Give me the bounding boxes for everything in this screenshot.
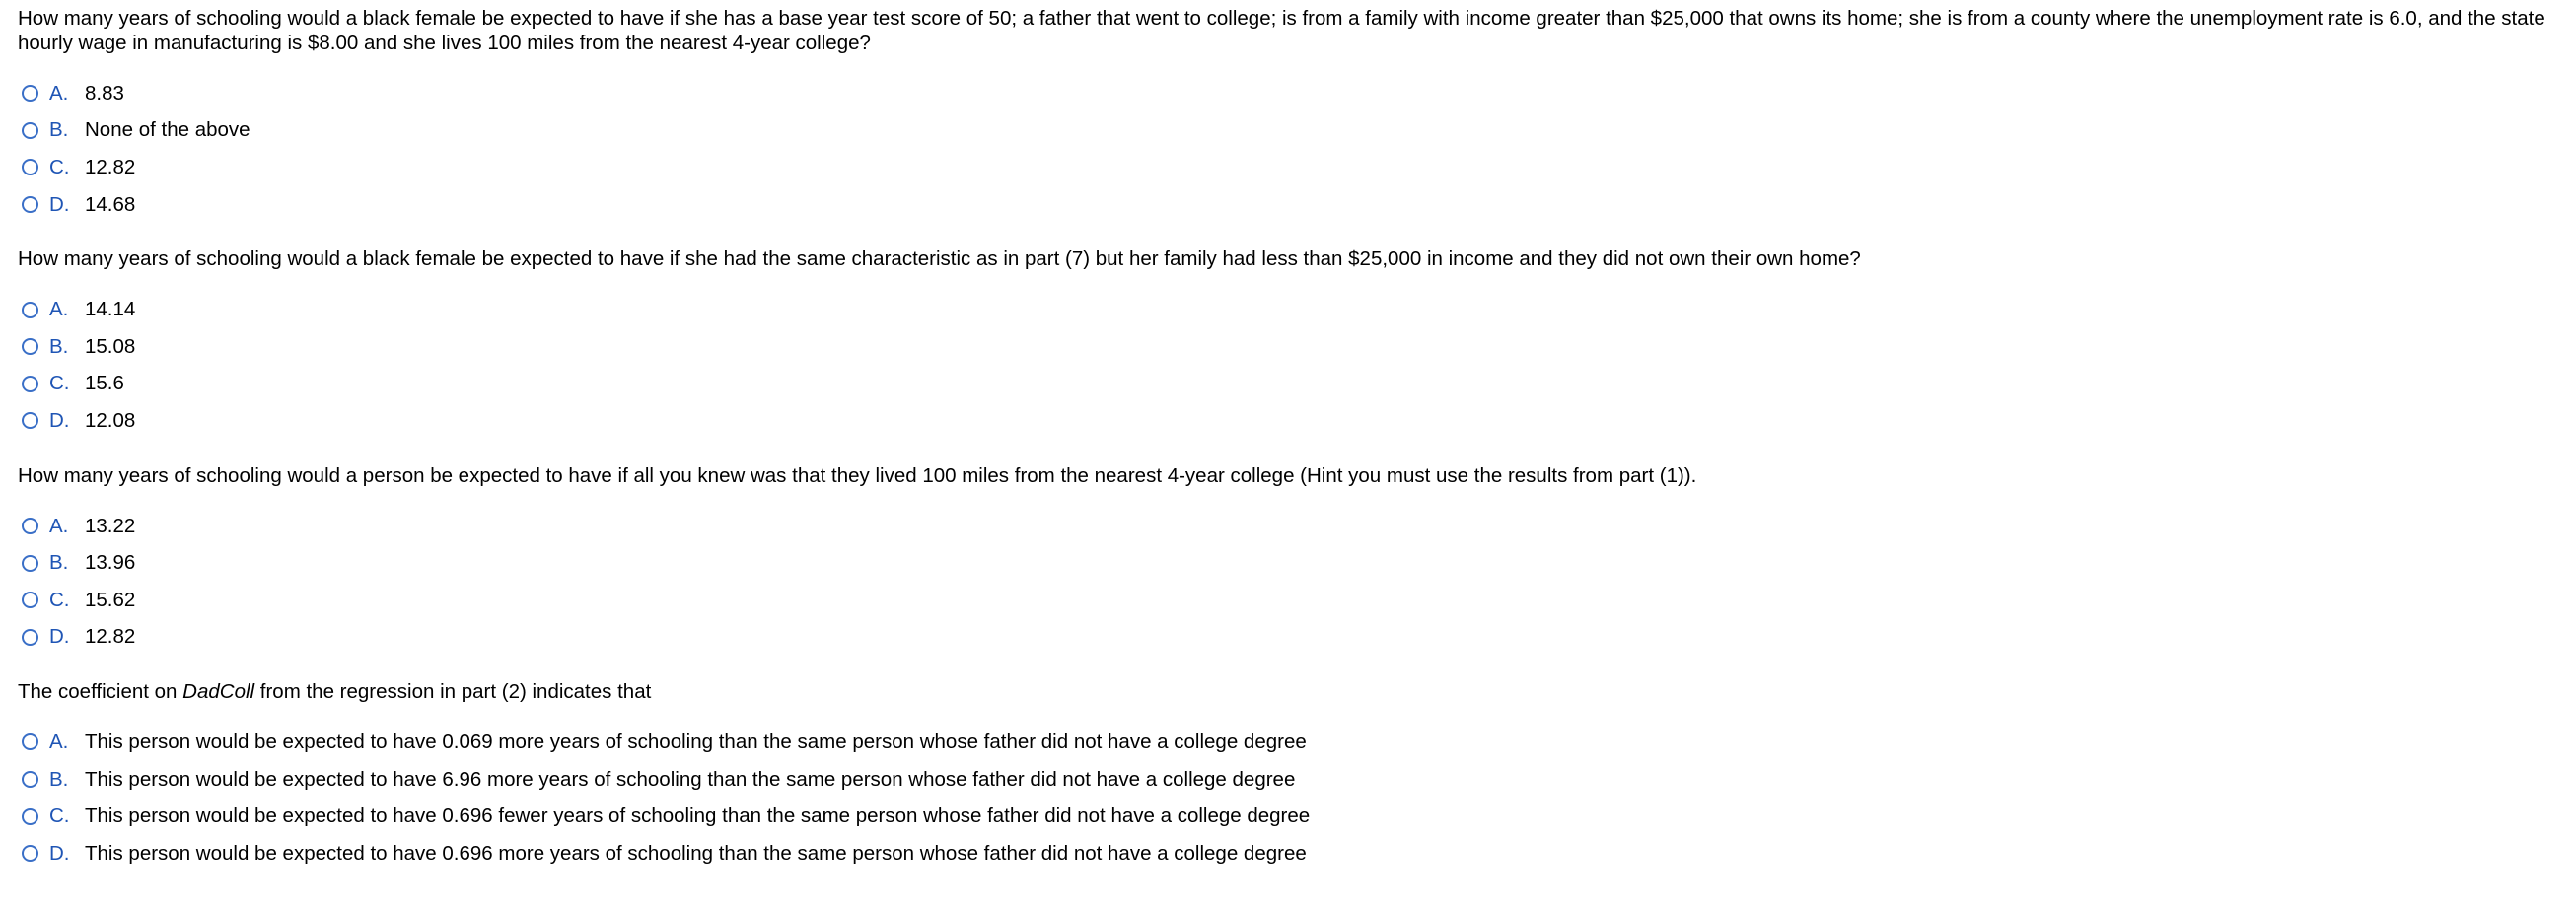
radio-unchecked-icon[interactable] — [22, 196, 38, 213]
option-text: This person would be expected to have 6.96 more years of schooling than the same person whose father did not have a college degree — [85, 767, 1296, 791]
option-text: None of the above — [85, 118, 250, 142]
radio-unchecked-icon[interactable] — [22, 518, 38, 534]
option-letter: B. — [49, 551, 69, 575]
radio-unchecked-icon[interactable] — [22, 808, 38, 825]
option-letter: B. — [49, 118, 69, 142]
radio-unchecked-icon[interactable] — [22, 733, 38, 750]
question-4-option-a[interactable] — [18, 724, 2562, 761]
option-text: 12.08 — [85, 408, 136, 432]
question-3-options — [18, 508, 2562, 656]
radio-unchecked-icon[interactable] — [22, 845, 38, 862]
option-letter: D. — [49, 408, 70, 432]
option-text: 13.22 — [85, 514, 136, 537]
question-2-text: How many years of schooling would a black female be expected to have if she had the same characteristic as in part (7) but her family had less than $25,000 in income and they did not own their own home? — [18, 247, 1861, 271]
question-2-option-d[interactable] — [18, 402, 2562, 440]
radio-unchecked-icon[interactable] — [22, 85, 38, 102]
option-letter: C. — [49, 372, 70, 395]
option-letter: B. — [49, 767, 69, 791]
question-3-option-b[interactable] — [18, 544, 2562, 582]
question-4-option-b[interactable] — [18, 761, 2562, 799]
option-text: 14.14 — [85, 298, 136, 321]
radio-unchecked-icon[interactable] — [22, 771, 38, 788]
question-2-option-c[interactable] — [18, 366, 2562, 403]
option-text: 14.68 — [85, 192, 136, 216]
question-1-option-d[interactable] — [18, 186, 2562, 224]
option-text: 12.82 — [85, 155, 136, 178]
option-text: This person would be expected to have 0.696 more years of schooling than the same person whose father did not have a college degree — [85, 841, 1307, 865]
option-text: 15.6 — [85, 372, 124, 395]
option-letter: A. — [49, 81, 69, 105]
question-4-text — [18, 679, 2562, 704]
option-letter: A. — [49, 298, 69, 321]
radio-unchecked-icon[interactable] — [22, 159, 38, 175]
option-text: 12.82 — [85, 625, 136, 649]
option-letter: C. — [49, 588, 70, 611]
option-letter: D. — [49, 841, 70, 865]
option-text: 15.08 — [85, 334, 136, 358]
radio-unchecked-icon[interactable] — [22, 592, 38, 608]
question-3-option-d[interactable] — [18, 619, 2562, 657]
radio-unchecked-icon[interactable] — [22, 412, 38, 429]
question-1-option-b[interactable] — [18, 112, 2562, 150]
option-letter: D. — [49, 625, 70, 649]
radio-unchecked-icon[interactable] — [22, 302, 38, 318]
question-2-options — [18, 291, 2562, 439]
question-1-options — [18, 75, 2562, 223]
radio-unchecked-icon[interactable] — [22, 122, 38, 139]
option-text: This person would be expected to have 0.696 fewer years of schooling than the same person whose father did not have a college degree — [85, 804, 1311, 828]
question-3-text: How many years of schooling would a person be expected to have if all you knew was that they lived 100 miles from the nearest 4-year college (Hint you must use the results from part (1)). — [18, 463, 1697, 487]
option-letter: C. — [49, 155, 70, 178]
question-3-option-a[interactable] — [18, 508, 2562, 545]
option-letter: A. — [49, 730, 69, 753]
quiz-page — [18, 0, 2562, 872]
option-letter: B. — [49, 334, 69, 358]
question-1-option-c[interactable] — [18, 149, 2562, 186]
question-4-option-c[interactable] — [18, 798, 2562, 835]
radio-unchecked-icon[interactable] — [22, 376, 38, 392]
option-text: This person would be expected to have 0.069 more years of schooling than the same person whose father did not have a college degree — [85, 730, 1307, 753]
question-4-text-prefix: The coefficient on — [18, 680, 183, 704]
option-text: 13.96 — [85, 551, 136, 575]
question-1-option-a[interactable] — [18, 75, 2562, 112]
option-letter: C. — [49, 804, 70, 828]
question-2-option-b[interactable] — [18, 328, 2562, 366]
question-4-text-suffix: from the regression in part (2) indicates that — [254, 680, 652, 704]
option-letter: A. — [49, 514, 69, 537]
question-4-option-d[interactable] — [18, 835, 2562, 872]
radio-unchecked-icon[interactable] — [22, 555, 38, 572]
radio-unchecked-icon[interactable] — [22, 629, 38, 646]
option-text: 15.62 — [85, 588, 136, 611]
radio-unchecked-icon[interactable] — [22, 338, 38, 355]
question-4-variable-name: DadColl — [182, 680, 255, 704]
question-1-text: How many years of schooling would a black female be expected to have if she has a base year test score of 50; a father that went to college; is from a family with income greater than $25,000 that owns its home; she is from a county where the unemployment rate is 6.0, and the state hourly wage in manufacturing is $8.00 and she lives 100 miles from the nearest 4-year college? — [18, 7, 2545, 54]
option-letter: D. — [49, 192, 70, 216]
question-2-option-a[interactable] — [18, 291, 2562, 328]
question-3-option-c[interactable] — [18, 582, 2562, 619]
option-text: 8.83 — [85, 81, 124, 105]
question-4-options — [18, 724, 2562, 872]
